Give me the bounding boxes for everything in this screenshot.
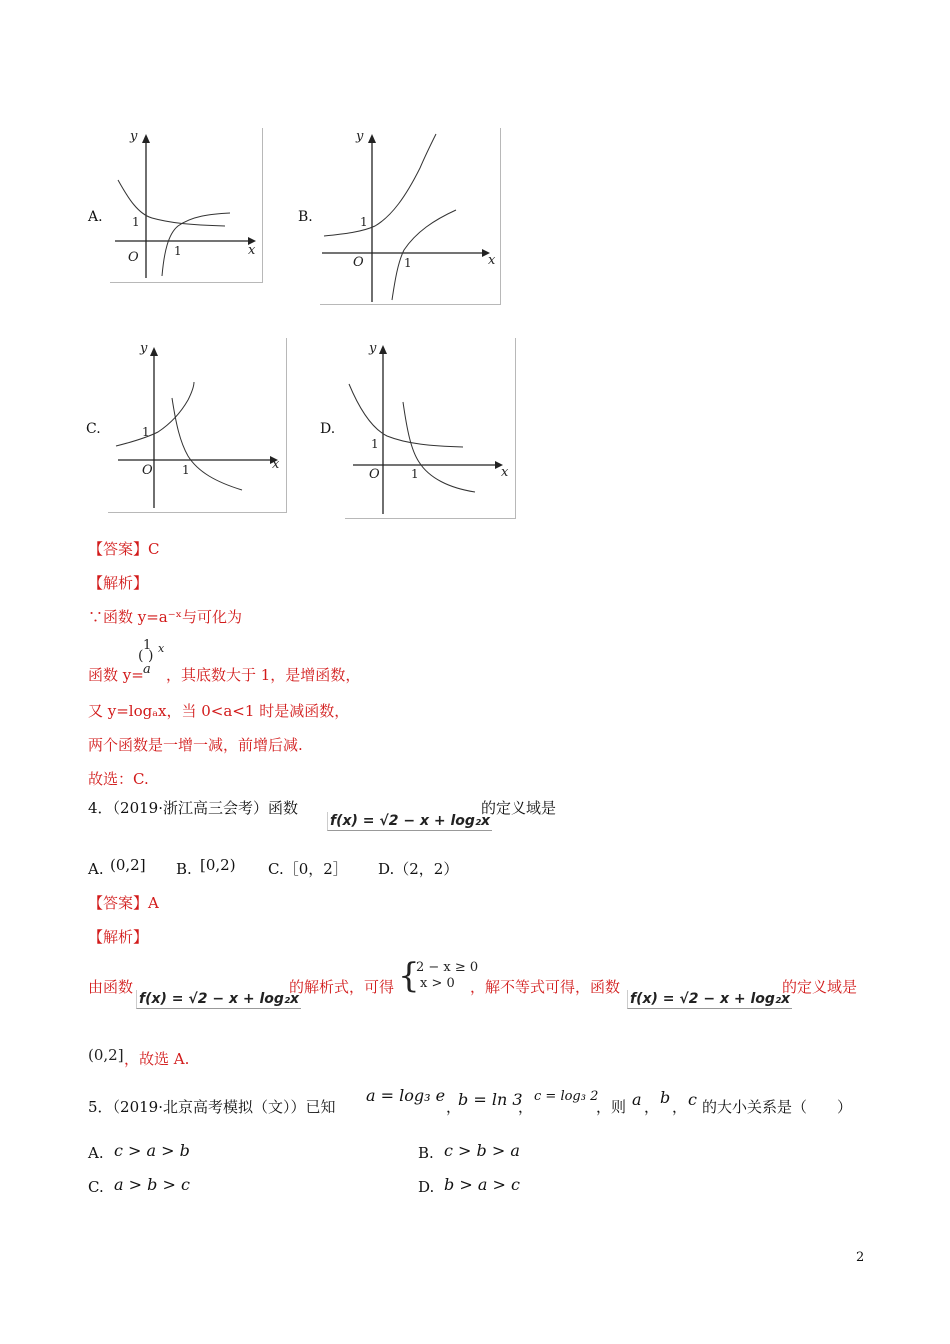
inequality-system bbox=[416, 960, 478, 992]
q5-option-d: D. bbox=[418, 1178, 435, 1196]
origin-label: O bbox=[128, 250, 139, 265]
q3-answer: 【答案】C bbox=[88, 540, 160, 558]
q3-analysis-head: 【解析】 bbox=[88, 574, 149, 592]
q4-option-b-value: [0,2) bbox=[200, 856, 236, 874]
q4-solution-suffix: 的定义域是 bbox=[782, 978, 858, 996]
x-axis-label: x bbox=[248, 243, 256, 258]
page-number: 2 bbox=[856, 1250, 865, 1265]
y-axis-label: y bbox=[369, 341, 377, 356]
graph-option-b bbox=[320, 128, 501, 305]
q4-solution-prefix: 由函数 bbox=[88, 978, 134, 996]
inequality-line1: 2 − x ≥ 0 bbox=[416, 960, 479, 975]
fraction-exponent: x bbox=[158, 642, 165, 655]
q5-stem-suffix: 的大小关系是（ ） bbox=[702, 1098, 853, 1116]
q5-b-definition: b = ln 3 bbox=[458, 1090, 523, 1109]
q4-solution-mid: 的解析式，可得 bbox=[289, 978, 395, 996]
option-c-label: C. bbox=[86, 421, 101, 437]
x-one-label: 1 bbox=[182, 463, 190, 477]
y-one-label: 1 bbox=[132, 215, 140, 229]
q5-a-definition: a = log₃ e bbox=[366, 1086, 446, 1105]
q5-option-d-value: b > a > c bbox=[444, 1175, 520, 1194]
origin-label: O bbox=[369, 467, 380, 482]
q4-analysis-head: 【解析】 bbox=[88, 928, 149, 946]
q4-solution-mid2: ，解不等式可得，函数 bbox=[470, 978, 621, 996]
line2-prefix: 函数 y= bbox=[88, 666, 144, 684]
q5-sep-2: ， bbox=[518, 1098, 534, 1116]
option-b-label: B. bbox=[298, 209, 313, 225]
q5-c-definition: c = log₃ 2 bbox=[534, 1089, 599, 1104]
q4-option-b: B. bbox=[176, 860, 192, 878]
q4-option-a: A. bbox=[88, 860, 104, 878]
inequality-line2: x > 0 bbox=[420, 976, 455, 991]
q5-sep-3: ， bbox=[644, 1098, 660, 1116]
y-axis-label: y bbox=[140, 341, 148, 356]
q5-option-c: C. bbox=[88, 1178, 104, 1196]
q4-stem-suffix: 的定义域是 bbox=[481, 799, 557, 817]
x-one-label: 1 bbox=[404, 256, 412, 270]
fraction-paren: ( bbox=[138, 648, 144, 664]
q5-option-b-value: c > b > a bbox=[444, 1141, 520, 1160]
q4-option-d: D.（2，2） bbox=[378, 860, 459, 878]
fraction-numerator: 1 bbox=[143, 638, 152, 653]
y-axis-label: y bbox=[356, 129, 364, 144]
graph-option-d bbox=[345, 338, 516, 519]
q4-option-a-value: (0,2] bbox=[110, 856, 146, 874]
y-one-label: 1 bbox=[142, 425, 150, 439]
q3-analysis-line3: 又 y=logₐx，当 0<a<1 时是减函数， bbox=[88, 702, 350, 720]
fraction-paren-close: ) bbox=[148, 648, 154, 664]
q5-var-b: b bbox=[660, 1088, 671, 1107]
q3-analysis-line4: 两个函数是一增一减，前增后减. bbox=[88, 736, 303, 754]
x-one-label: 1 bbox=[411, 467, 419, 481]
q4-option-c: C.［0，2］ bbox=[268, 860, 348, 878]
q5-option-a-value: c > a > b bbox=[114, 1141, 190, 1160]
q4-stem-formula: f(x) = √2 − x + log₂x bbox=[327, 812, 492, 831]
q5-sep-4: ， bbox=[672, 1098, 688, 1116]
q5-option-a: A. bbox=[88, 1144, 104, 1162]
q5-option-b: B. bbox=[418, 1144, 434, 1162]
x-axis-label: x bbox=[272, 457, 280, 472]
origin-label: O bbox=[142, 463, 153, 478]
x-axis-label: x bbox=[488, 253, 496, 268]
q5-stem-prefix: 5．（2019·北京高考模拟（文））已知 bbox=[88, 1098, 336, 1116]
line2-suffix: ，其底数大于 1，是增函数， bbox=[166, 666, 361, 684]
q5-var-a: a bbox=[632, 1090, 642, 1109]
option-d-label: D. bbox=[320, 421, 336, 437]
q3-analysis-line5: 故选：C. bbox=[88, 770, 149, 788]
q4-conclusion-value: (0,2] bbox=[88, 1046, 124, 1064]
y-axis-label: y bbox=[130, 129, 138, 144]
x-axis-label: x bbox=[501, 465, 509, 480]
q4-solution-formula-2: f(x) = √2 − x + log₂x bbox=[627, 990, 792, 1009]
q5-sep-1: ， bbox=[446, 1098, 462, 1116]
q4-conclusion-text: ，故选 A. bbox=[124, 1050, 190, 1068]
q3-analysis-line1: ∵函数 y=a⁻ˣ与可化为 bbox=[88, 608, 243, 626]
q5-var-c: c bbox=[688, 1090, 697, 1109]
origin-label: O bbox=[353, 255, 364, 270]
q5-stem-then: ，则 bbox=[596, 1098, 627, 1116]
q5-option-c-value: a > b > c bbox=[114, 1175, 190, 1194]
q4-solution-formula: f(x) = √2 − x + log₂x bbox=[136, 990, 301, 1009]
q4-answer: 【答案】A bbox=[88, 894, 159, 912]
graph-option-a bbox=[110, 128, 263, 283]
q4-stem-prefix: 4．（2019·浙江高三会考）函数 bbox=[88, 799, 298, 817]
graph-option-c bbox=[108, 338, 287, 513]
brace-icon: { bbox=[398, 956, 420, 996]
q3-analysis-line2 bbox=[88, 638, 488, 686]
x-one-label: 1 bbox=[174, 244, 182, 258]
y-one-label: 1 bbox=[371, 437, 379, 451]
option-a-label: A. bbox=[88, 209, 103, 225]
fraction-denominator: a bbox=[143, 662, 151, 677]
y-one-label: 1 bbox=[360, 215, 368, 229]
